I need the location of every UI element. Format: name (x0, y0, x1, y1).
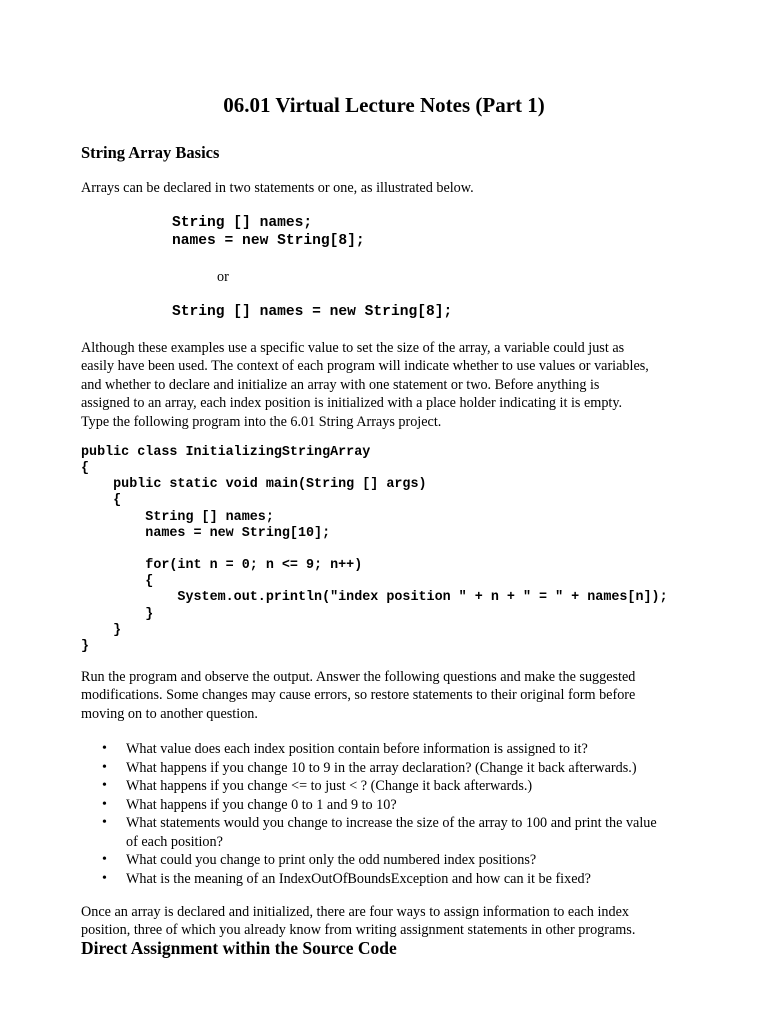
list-item: • What happens if you change 10 to 9 in the array declaration? (Change it back afterwards.) (102, 759, 637, 776)
bullet-icon: • (102, 870, 107, 886)
code-line: System.out.println("index position " + n + " = " + names[n]); (81, 590, 668, 605)
code-line: } (81, 639, 90, 654)
list-item: • What statements would you change to increase the size of the array to 100 and print the value of each position? (102, 815, 657, 850)
bullet-icon: • (102, 741, 107, 756)
bullet-icon: • (102, 815, 107, 830)
code-line: String [] names; (81, 510, 274, 525)
bullet-icon: • (102, 778, 107, 793)
bullet-icon: • (102, 796, 107, 812)
bullet-icon: • (102, 759, 107, 775)
code-line: public static void main(String [] args) (81, 477, 427, 492)
list-item: • What happens if you change 0 to 1 and 9 to 10? (102, 796, 397, 813)
paragraph-line: moving on to another question. (81, 705, 258, 722)
code-line: for(int n = 0; n <= 9; n++) (81, 558, 363, 573)
code-line: } (81, 623, 122, 638)
code-declaration-line-1: String [] names; (172, 215, 313, 231)
paragraph-line: Although these examples use a specific value to set the size of the array, a variable could just as (81, 340, 625, 356)
code-line: } (81, 607, 154, 622)
code-line: public class InitializingStringArray (81, 445, 371, 460)
bullet-icon: • (102, 852, 107, 867)
list-item: • What happens if you change <= to just < ? (Change it back afterwards.) (102, 778, 533, 794)
code-declaration-single: String [] names = new String[8]; (172, 304, 453, 320)
paragraph-line: and whether to declare and initialize an array with one statement or two. Before anything is (81, 376, 600, 393)
paragraph-line: modifications. Some changes may cause errors, so restore statements to their original form before (81, 687, 636, 704)
array-size-paragraph (81, 339, 693, 431)
list-item: • What is the meaning of an IndexOutOfBoundsException and how can it be fixed? (102, 870, 591, 887)
paragraph-line: Run the program and observe the output. Answer the following questions and make the suggested (81, 669, 636, 685)
paragraph-line: position, three of which you already know from writing assignment statements in other programs. (81, 922, 636, 939)
paragraph-line: Once an array is declared and initialized, there are four ways to assign information to each index (81, 904, 629, 920)
paragraph-line: Type the following program into the 6.01 String Arrays project. (81, 413, 442, 430)
page-title: 06.01 Virtual Lecture Notes (Part 1) (223, 93, 545, 117)
section-heading-string-array-basics: String Array Basics (81, 143, 220, 162)
code-line: { (81, 461, 90, 476)
intro-text: Arrays can be declared in two statements or one, as illustrated below. (81, 180, 474, 196)
code-line: { (81, 493, 122, 508)
closing-paragraph (81, 903, 693, 940)
or-text: or (217, 269, 229, 285)
questions-list (102, 740, 702, 888)
list-item: • What value does each index position contain before information is assigned to it? (102, 741, 588, 757)
paragraph-line: assigned to an array, each index position is initialized with a place holder indicating it is empty. (81, 395, 623, 412)
code-declaration-line-2: names = new String[8]; (172, 233, 365, 249)
paragraph-line: easily have been used. The context of each program will indicate whether to use values or variables, (81, 358, 649, 375)
section-heading-direct-assignment: Direct Assignment within the Source Code (81, 938, 397, 958)
code-line: { (81, 574, 154, 589)
code-line: names = new String[10]; (81, 526, 331, 541)
run-program-paragraph (81, 668, 693, 723)
list-item: • What could you change to print only the odd numbered index positions? (102, 852, 537, 868)
